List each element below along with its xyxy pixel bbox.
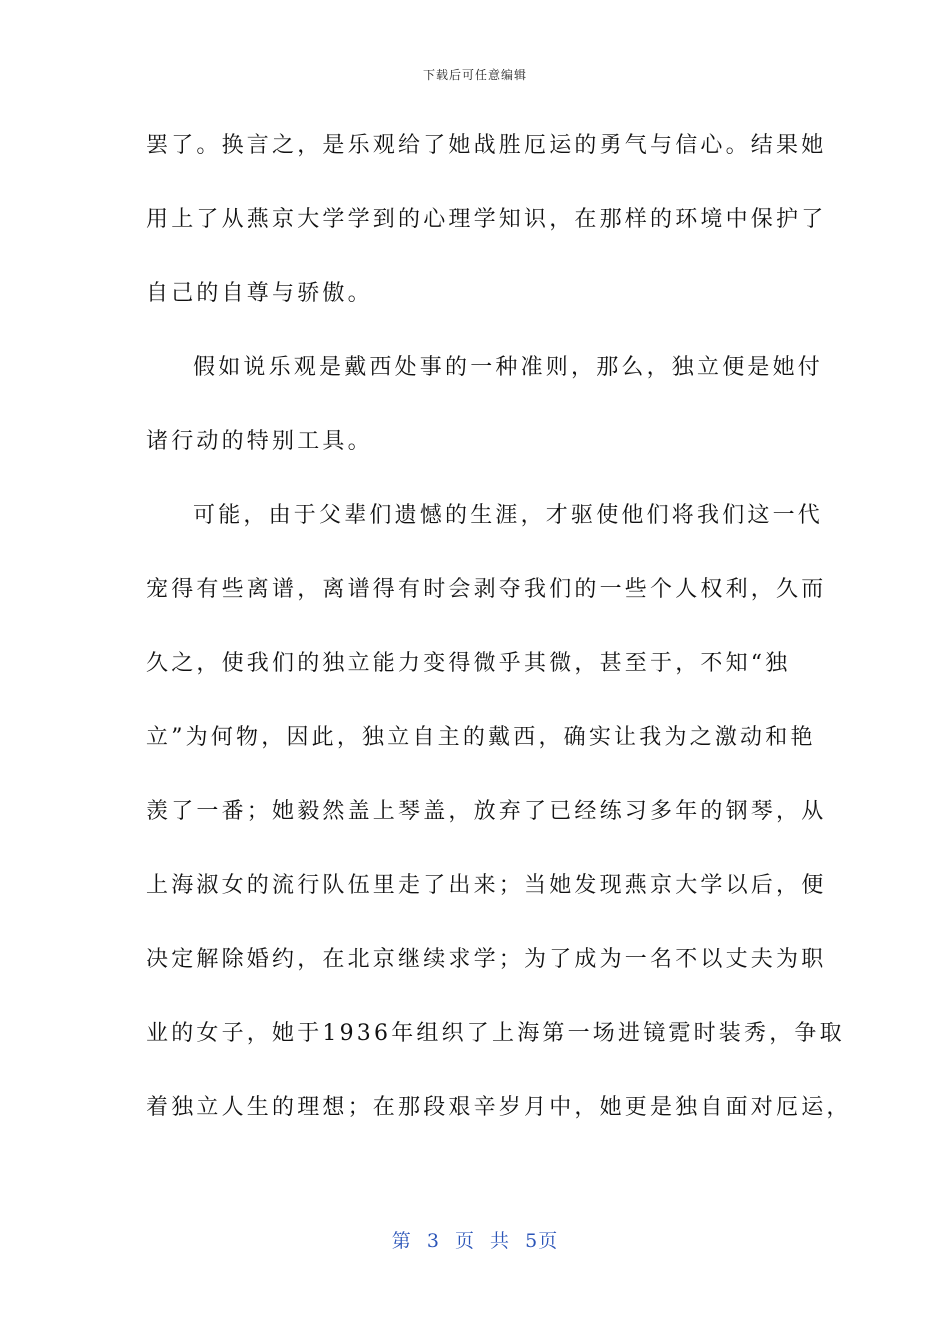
document-body	[146, 122, 852, 1158]
text-line: 诸行动的特别工具。	[146, 429, 373, 454]
page-header-note: 下载后可任意编辑	[422, 68, 527, 82]
paragraph-start-line: 可能，由于父辈们遗憾的生涯，才驱使他们将我们这一代	[193, 503, 824, 528]
text-line: 羡了一番；她毅然盖上琴盖，放弃了已经练习多年的钢琴，从	[146, 799, 827, 824]
footer-current-page: 3	[426, 1230, 440, 1252]
text-line: 自己的自尊与骄傲。	[146, 281, 373, 306]
footer-total-pages: 5页	[525, 1230, 559, 1252]
footer-total-label: 共	[490, 1230, 511, 1252]
text-line: 罢了。换言之，是乐观给了她战胜厄运的勇气与信心。结果她	[146, 133, 827, 158]
text-line: 着独立人生的理想；在那段艰辛岁月中，她更是独自面对厄运，	[146, 1095, 852, 1120]
footer-page-unit: 页	[454, 1230, 475, 1252]
paragraph-start-line: 假如说乐观是戴西处事的一种准则，那么，独立便是她付	[193, 355, 824, 380]
text-line: 决定解除婚约，在北京继续求学；为了成为一名不以丈夫为职	[146, 947, 827, 972]
text-line: 立”为何物，因此，独立自主的戴西，确实让我为之激动和艳	[146, 725, 816, 750]
text-line: 用上了从燕京大学学到的心理学知识，在那样的环境中保护了	[146, 207, 827, 232]
text-line: 业的女子，她于1936年组织了上海第一场进镜霓时装秀，争取	[146, 1021, 845, 1046]
text-line: 宠得有些离谱，离谱得有时会剥夺我们的一些个人权利，久而	[146, 577, 827, 602]
text-line: 上海淑女的流行队伍里走了出来；当她发现燕京大学以后，便	[146, 873, 827, 898]
footer-prefix: 第	[391, 1230, 412, 1252]
text-line: 久之，使我们的独立能力变得微乎其微，甚至于，不知“独	[146, 651, 791, 676]
page-footer	[0, 1226, 950, 1253]
